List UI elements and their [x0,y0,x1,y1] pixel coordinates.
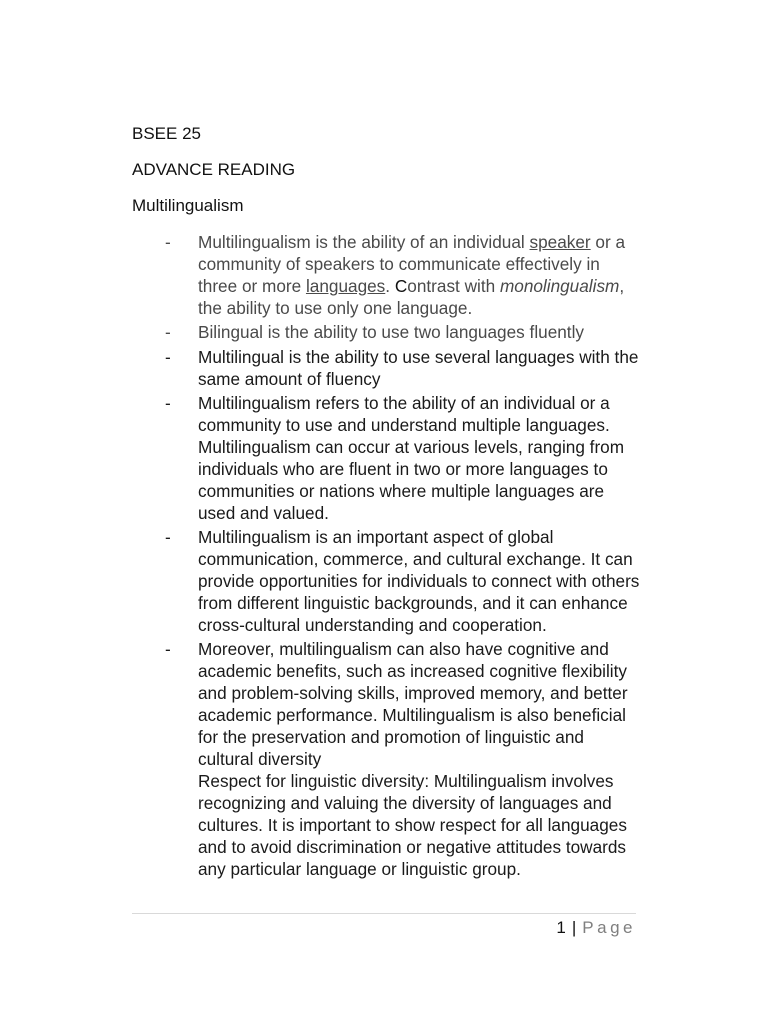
bullet-text: or a community of speakers to communicate effectively in three or more [198,232,626,296]
bullet-dash: - [165,347,171,367]
bullet-text: Multilingualism is an important aspect of global communication, commerce, and cultural exchange. It can provide opportunities for individuals to connect with others from different linguistic backgrounds, and it can enhance cross-cultural understanding and cooperation. [198,527,640,635]
bullet-text: Multilingualism is the ability of an individual [198,232,530,252]
course-code: BSEE 25 [132,124,201,143]
footer-divider [132,913,636,914]
bullet-dash: - [165,639,171,659]
page-footer [556,917,636,939]
italic-term: monolingualism [499,276,620,296]
list-item [132,526,642,636]
bullet-text: C [394,276,408,296]
speaker-link[interactable]: speaker [529,232,591,252]
paragraph-text: Respect for linguistic diversity: Multilingualism involves recognizing and valuing the diversity of languages and cultures. It is important to show respect for all languages and to avoid discrimination or negative attitudes towards any particular language or linguistic group. [198,771,627,879]
bullet-text: Bilingual is the ability to use two languages fluently [198,322,584,342]
bullet-text: Moreover, multilingualism can also have cognitive and academic benefits, such as increased cognitive flexibility and problem-solving skills, improved memory, and better academic performance. Multilingualism is also beneficial for the preservation and promotion of linguistic and cultural diversity [198,639,628,769]
bullet-dash: - [165,322,171,342]
list-item [132,321,642,343]
bullet-text: Multilingual is the ability to use several languages with the same amount of fluency [198,347,639,389]
topic-heading: Multilingualism [132,196,244,215]
bullet-dash: - [165,393,171,413]
bullet-dash: - [165,527,171,547]
bullet-dash: - [165,232,171,252]
bullet-list [132,231,642,880]
bullet-text: Multilingualism refers to the ability of an individual or a community to use and understand multiple languages. Multilingualism can occur at various levels, ranging from individuals who are fluent in two or more languages to communities or nations where multiple languages are used and valued. [198,393,625,523]
list-item [132,392,642,524]
page-number: 1 [556,918,566,937]
bullet-text: ontrast with [407,276,500,296]
bullet-text: . [385,276,395,296]
list-item [132,231,642,319]
continuation-paragraph [132,770,642,880]
course-title: ADVANCE READING [132,160,296,179]
bullet-text: , the ability to use only one language. [198,276,625,318]
languages-link[interactable]: languages [305,276,386,296]
list-item [132,346,642,390]
list-item [132,638,642,770]
footer-separator: | [571,918,577,937]
page-label: Page [582,918,636,937]
